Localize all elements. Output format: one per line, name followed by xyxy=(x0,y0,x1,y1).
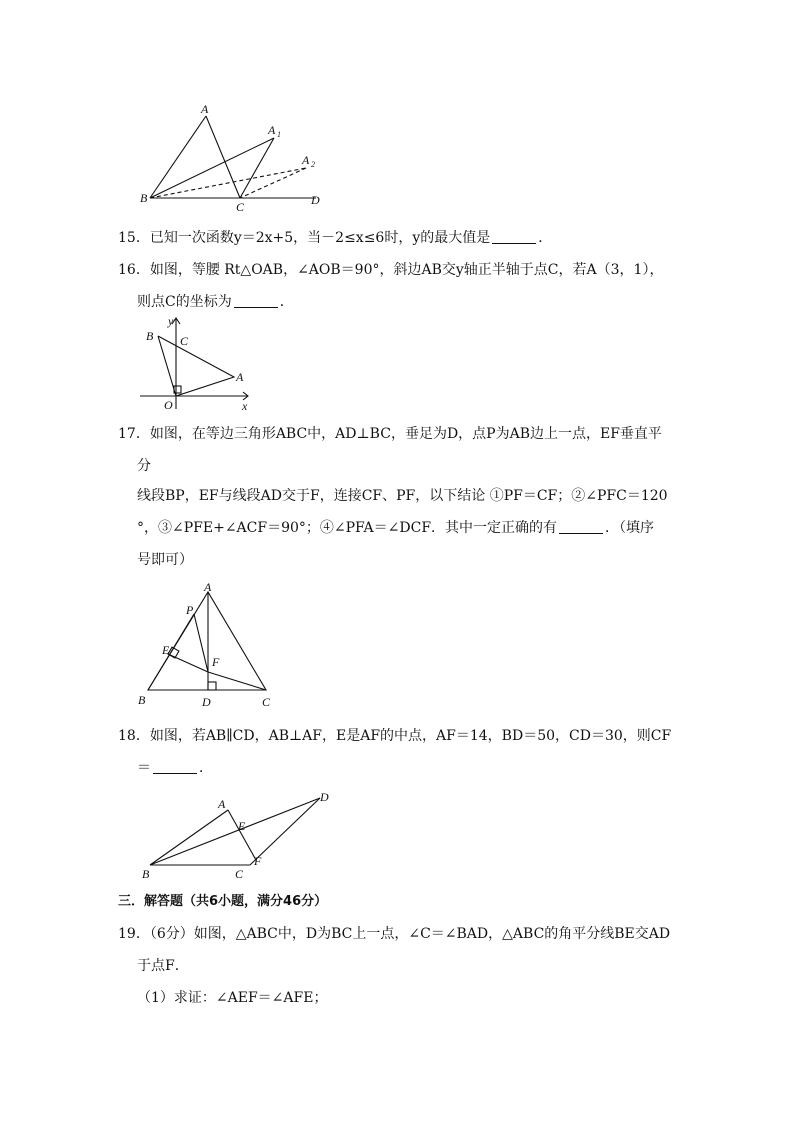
figure-q16 xyxy=(138,314,258,414)
answer-blank xyxy=(492,229,536,244)
question-18-line-1: 18．如图，若AB∥CD，AB⊥AF，E是AF的中点，AF＝14，BD＝50，CD＝30，则CF xyxy=(118,728,672,744)
question-15-text: 15．已知一次函数y＝2x+5，当－2≤x≤6时，y的最大值是 xyxy=(118,230,491,246)
figure-q14 xyxy=(138,100,328,212)
label-F: F xyxy=(212,655,220,669)
answer-blank xyxy=(153,759,197,774)
question-19-line-1: 19．（6分）如图，△ABC中，D为BC上一点，∠C＝∠BAD，△ABC的角平分线BE交AD xyxy=(118,926,671,942)
label-y: y xyxy=(168,314,174,328)
label-x: x xyxy=(242,399,248,413)
label-E: E xyxy=(238,819,246,833)
question-17-line-4 xyxy=(137,518,654,538)
label-C: C xyxy=(180,334,189,348)
question-17-line-1: 17．如图，在等边三角形ABC中，AD⊥BC，垂足为D，点P为AB边上一点，EF垂直平 xyxy=(118,426,662,442)
question-16-line-2 xyxy=(137,292,294,312)
label-A1: A xyxy=(268,123,276,137)
question-18-prompt: ＝ xyxy=(137,760,151,776)
label-A: A xyxy=(236,370,244,384)
figure-q18 xyxy=(138,788,338,882)
question-18-line-2 xyxy=(137,758,213,778)
label-C: C xyxy=(235,867,244,881)
question-17-line-3: 线段BP，EF与线段AD交于F，连接CF、PF，以下结论 ①PF＝CF；②∠PFC＝120 xyxy=(137,488,668,504)
label-D: D xyxy=(320,790,329,804)
label-A1-sub: 1 xyxy=(277,130,281,139)
answer-blank xyxy=(234,293,278,308)
label-C: C xyxy=(236,200,245,212)
section-title: 三．解答题（共6小题，满分46分） xyxy=(118,894,328,909)
question-18-end: ． xyxy=(199,760,213,776)
question-17-line-5: 号即可） xyxy=(137,552,193,568)
question-16-line-1: 16．如图，等腰 Rt△OAB，∠AOB＝90°，斜边AB交y轴正半轴于点C，若A（3，1）， xyxy=(118,262,664,278)
label-P: P xyxy=(186,603,194,617)
label-A: A xyxy=(201,102,209,116)
label-A: A xyxy=(204,582,212,594)
label-B: B xyxy=(140,191,148,205)
label-A: A xyxy=(218,797,226,811)
question-15-end: ． xyxy=(538,230,553,246)
question-19-line-3: （1）求证：∠AEF＝∠AFE； xyxy=(137,990,328,1006)
label-B: B xyxy=(142,867,150,881)
label-A2-sub: 2 xyxy=(311,160,315,169)
label-A2: A xyxy=(302,153,310,167)
answer-blank xyxy=(559,519,603,534)
question-15 xyxy=(118,228,552,248)
question-17-end: ．（填序 xyxy=(605,520,655,536)
label-F: F xyxy=(254,854,262,868)
label-B: B xyxy=(138,693,146,707)
label-D: D xyxy=(311,193,320,207)
question-17-line-2: 分 xyxy=(137,458,151,474)
question-19-line-2: 于点F． xyxy=(137,958,189,974)
label-D: D xyxy=(202,695,211,709)
question-16-prompt: 则点C的坐标为 xyxy=(137,294,232,310)
figure-q17 xyxy=(138,582,278,712)
label-C: C xyxy=(262,695,271,709)
question-17-text: °，③∠PFE+∠ACF＝90°；④∠PFA＝∠DCF．其中一定正确的有 xyxy=(137,520,558,536)
label-E: E xyxy=(162,643,170,657)
question-16-end: ． xyxy=(279,294,294,310)
label-B: B xyxy=(146,329,154,343)
label-O: O xyxy=(164,398,173,412)
